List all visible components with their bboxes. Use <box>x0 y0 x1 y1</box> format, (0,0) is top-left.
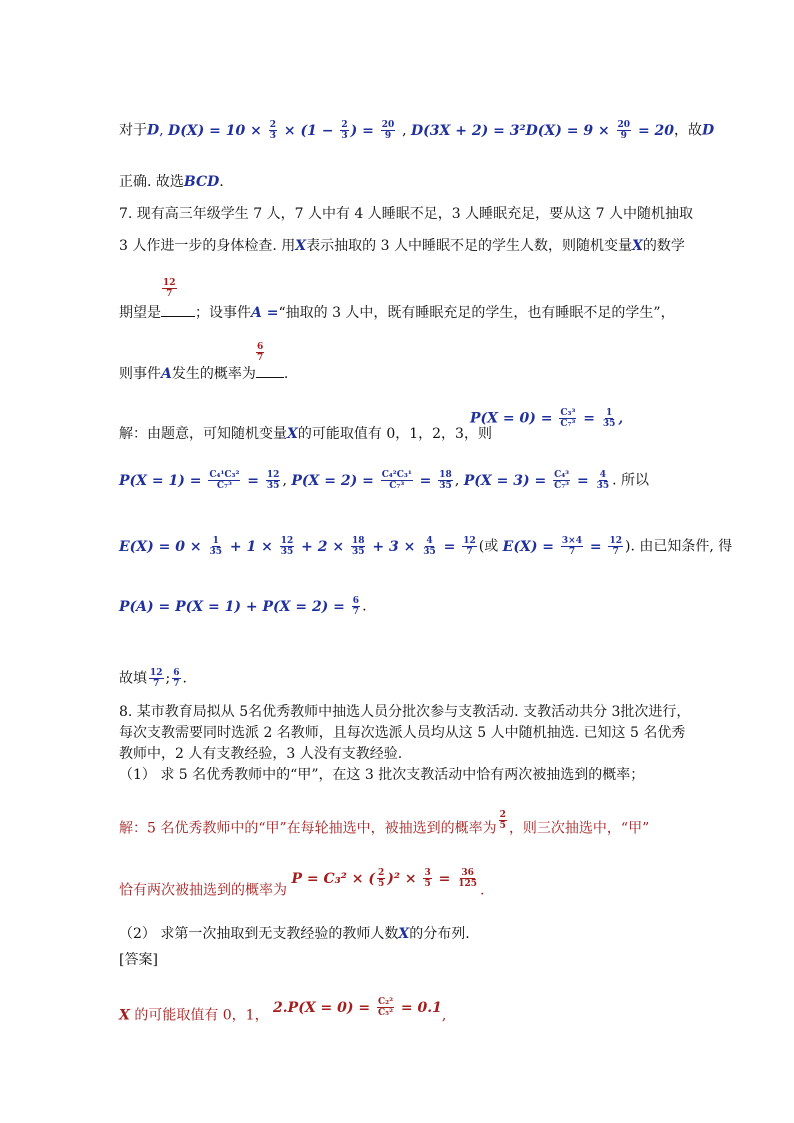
q7-line-3: 期望是 ；设事件A =“抽取的 3 人中，既有睡眠充足的学生，也有睡眠不足的学生”， <box>119 302 675 322</box>
line-d-variance <box>119 120 714 141</box>
fill-line: 故填 $\frac{12}{7}$ ; $\frac{6}{7}$ . <box>119 668 187 689</box>
q8-part-2: （2） 求第一次抽取到无支教经验的教师人数X的分布列. <box>119 926 470 942</box>
sol-line-1: 解：由题意，可知随机变量X的可能取值有 0，1，2，3，则 <box>119 426 492 442</box>
q8-line-1: 8. 某市教育局拟从 5名优秀教师中抽选人员分批次参与支教活动. 支教活动共分 3批次进行， <box>119 704 691 720</box>
q7-line-1: 7. 现有高三年级学生 7 人，7 人中有 4 人睡眠不足，3 人睡眠充足，要从这 7 人中随机抽取 <box>119 206 693 222</box>
text: , <box>159 122 164 139</box>
var-x: X <box>287 426 298 442</box>
q8-part-1: （1） 求 5 名优秀教师中的“甲”，在这 3 批次支教活动中恰有两次被抽选到的概率； <box>119 767 645 783</box>
text: 对于 <box>119 122 147 139</box>
formula-p3: P(X = 3) = $\frac{\text{C₄³}}{\text{C₇³}}$ = $\frac{4}{35}$ <box>463 470 610 491</box>
q8-sol-1: 解：5 名优秀教师中的“甲”在每轮抽选中，被抽选到的概率为 $\frac{2}{5}$ ，则三次抽选中，“甲” <box>119 810 650 837</box>
q8-line-2: 每次支教需要同时选派 2 名教师，且每次选派人员均从这 5 人中随机抽选. 已知这 5 名优秀 <box>119 725 686 741</box>
formula-p1: P(X = 1) = $\frac{\text{C₄¹C₃²}}{\text{C₇³}}$ = $\frac{12}{35}$ <box>119 470 280 491</box>
text: ，故 <box>674 122 703 139</box>
var-x: X <box>398 926 410 942</box>
fraction: $\frac{20}{9}$ <box>617 120 631 141</box>
formula-dx <box>168 120 402 141</box>
event-a: A <box>161 366 172 382</box>
option-d: D <box>147 122 160 139</box>
var-x: X <box>295 238 307 254</box>
answer-blank <box>256 363 284 378</box>
var-x: X <box>119 1007 130 1024</box>
text: D(X) = 10 × <box>168 122 267 139</box>
fraction: $\frac{2}{3}$ <box>341 120 348 141</box>
formula-px0: 2.P(X = 0) = $\frac{\text{C₂²}}{\text{C₅²}}$ = 0.1 <box>273 997 442 1018</box>
formula-p-two-times: P = C₃² × ( $\frac{2}{5}$ )² × $\frac{3}{5}$ = $\frac{36}{125}$ <box>291 868 478 889</box>
text: × (1 − <box>279 122 339 139</box>
text: ) = <box>350 122 379 139</box>
q7-answer-2: $\frac{6}{7}$ <box>257 342 264 363</box>
option-d: D <box>702 122 715 139</box>
formula-ex-alt: E(X) = $\frac{3\times 4}{7}$ = $\frac{12}{7}$ <box>502 536 623 557</box>
q7-line-2: 3 人作进一步的身体检查. 用X表示抽取的 3 人中睡眠不足的学生人数，则随机变量X的数学 <box>119 238 685 254</box>
formula-p0: P(X = 0) = $\frac{\text{C₃³}}{\text{C₇³}}$ = $\frac{1}{35}$ , <box>470 408 624 429</box>
text: . <box>219 174 224 190</box>
q7-line-4: 则事件A发生的概率为 . <box>119 363 288 383</box>
fraction: $\frac{20}{9}$ <box>381 120 395 141</box>
q8-answer-line: X 的可能取值有 0，1， 2.P(X = 0) = $\frac{\text{C₂²}}{\text{C₅²}}$ = 0.1, <box>119 997 447 1024</box>
formula-ex: E(X) = 0 × $\frac{1}{35}$ + 1 × $\frac{12}{35}$ + 2 × $\frac{18}{35}$ + 3 × $\frac{4}{35}$ = $\frac{12}{7}$ <box>119 536 476 557</box>
q8-sol-2: 恰有两次被抽选到的概率为 P = C₃² × ( $\frac{2}{5}$ )² × $\frac{3}{5}$ = $\frac{36}{125}$ . <box>119 868 485 899</box>
sol-line-3: E(X) = 0 × $\frac{1}{35}$ + 1 × $\frac{12}{35}$ + 2 × $\frac{18}{35}$ + 3 × $\frac{4}{35}$ = $\frac{12}{7}$ (或 E(X) = $\frac{3\times 4}{7}$ = $\frac{12}{7}$ ). 由已知条件, 得 <box>119 536 733 557</box>
formula-d3x: D(3X + 2) = 3²D(X) = 9 × $\frac{20}{9}$ = 20 <box>411 120 675 141</box>
line-answer-bcd <box>119 173 224 191</box>
var-x: X <box>631 238 643 254</box>
fraction: $\frac{2}{3}$ <box>269 120 277 141</box>
answer-label: [答案] <box>119 952 158 968</box>
text: 正确. 故选 <box>119 174 184 190</box>
sol-line-2: P(X = 1) = $\frac{\text{C₄¹C₃²}}{\text{C₇³}}$ = $\frac{12}{35}$ , P(X = 2) = $\frac{\text{C₄²C₃¹}}{\text{C₇³}}$ = $\frac{18}{35}$ , P(X = 3) = $\frac{\text{C₄³}}{\text{C₇³}}$ = $\frac{4}{35}$ . 所以 <box>119 470 650 491</box>
q8-line-3: 教师中，2 人有支教经验，3 人没有支教经验. <box>119 746 403 762</box>
formula-p2: P(X = 2) = $\frac{\text{C₄²C₃¹}}{\text{C₇³}}$ = $\frac{18}{35}$ <box>291 470 452 491</box>
answer-blank <box>161 302 195 317</box>
answer-bcd: BCD <box>183 174 220 190</box>
text: , <box>402 122 407 139</box>
sol-line-4: P(A) = P(X = 1) + P(X = 2) = $\frac{6}{7}$ . <box>119 596 367 617</box>
formula-pa: P(A) = P(X = 1) + P(X = 2) = $\frac{6}{7}$ <box>119 596 360 617</box>
event-a: A = <box>251 305 279 321</box>
q7-answer-1: $\frac{12}{7}$ <box>163 278 176 299</box>
